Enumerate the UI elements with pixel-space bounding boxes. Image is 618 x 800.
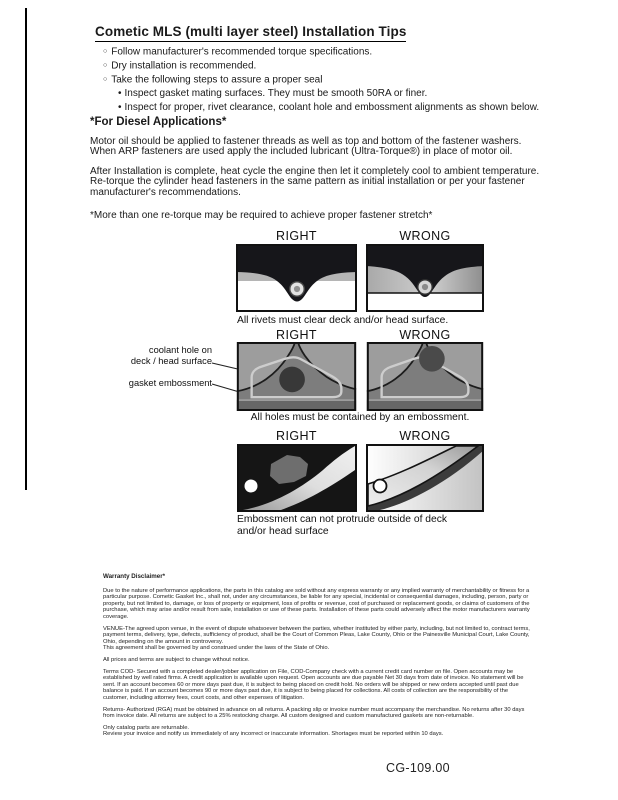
dot-bullet-icon: • [118, 88, 122, 99]
row2-right-label: RIGHT [276, 328, 317, 342]
diesel-applications-section [90, 117, 542, 230]
row1-caption: All rivets must clear deck and/or head surface. [237, 315, 449, 326]
page-fold-line [25, 8, 27, 490]
diesel-paragraph: After Installation is complete, heat cycle the engine then let it completely cool to ambient temperature. Re-torque the cylinder head fasteners in the same pattern as initial installation or per your fastener manufacturer's recommendations. [90, 165, 540, 198]
legal-paragraph: Terms COD- Secured with a completed dealer/jobber application on File, COD-Company check with a current credit card number on file. Open accounts may be established by well rated firms. A credit application is available upon request. Open accounts are due payable Net 30 days from date of invoice. No statement will be sent. If an account becomes 60 or more days past due, it is subject to being placed on credit hold. No orders will be shipped or new orders accepted until past due balance is paid. If an account becomes 90 or more days past due, it is subject to being placed for collections. All costs of collection are the responsibility of the customer, including attorney fees, court costs, and other expenses of litigation. [103, 668, 524, 701]
legal-paragraph: VENUE-The agreed upon venue, in the event of dispute whatsoever between the parties, whether instituted by either party, including, but not limited to, contract terms, payment terms, delivery, type, defects, sufficiency of product, shall be the Court of Common Pleas, Lake County, Ohio or the Painesville Municipal Court, Lake County, Ohio, depending on the amount in controversy. [103, 625, 530, 645]
circle-bullet-icon: ○ [103, 62, 108, 69]
circle-bullet-icon: ○ [103, 48, 108, 55]
circle-bullet-icon: ○ [103, 76, 108, 83]
legal-paragraph: This agreement shall be governed by and construed under the laws of the State of Ohio. [103, 645, 330, 652]
row1-right-label: RIGHT [276, 229, 317, 243]
legal-paragraph: Review your invoice and notify us immediately of any incorrect or inaccurate information. Shortages must be reported within 10 days. [103, 731, 444, 738]
row3-right-label: RIGHT [276, 429, 317, 443]
diesel-paragraph: Motor oil should be applied to fastener threads as well as top and bottom of the fastener washers. When ARP fasteners are used apply the included lubricant (Ultra-Torque®) in place of motor oil. [90, 135, 522, 158]
coolant-hole-label: coolant hole on deck / head surface [130, 345, 212, 366]
coolant-hole-right-illustration [236, 342, 357, 411]
tip-text: Follow manufacturer's recommended torque specifications. [111, 46, 373, 58]
rivet-right-illustration [236, 244, 357, 312]
page-title: Cometic MLS (multi layer steel) Installation Tips [95, 24, 406, 42]
dot-bullet-icon: • [118, 101, 122, 113]
embossment-right-illustration [237, 444, 357, 512]
legal-paragraph: Returns- Authorized (RGA) must be obtained in advance on all returns. A packing slip or invoice number must accompany the merchandise. No returns after 30 days from invoice date. All returns are subject to a 25% restocking charge. All custom designed and custom manufactured gaskets are non-returnable. [103, 706, 525, 720]
warranty-heading: Warranty Disclaimer* [103, 573, 166, 580]
list-item [103, 73, 543, 87]
list-item [103, 45, 543, 59]
row2-caption: All holes must be contained by an embossment. [250, 412, 470, 423]
gasket-embossment-label: gasket embossment [128, 378, 212, 388]
tip-text: Inspect gasket mating surfaces. They must be smooth 50RA or finer. [124, 88, 428, 99]
row1-wrong-label: WRONG [399, 229, 451, 243]
tip-text: Take the following steps to assure a proper seal [111, 74, 323, 86]
diesel-note: *More than one re-torque may be required to achieve proper fastener stretch* [90, 209, 433, 221]
coolant-hole-wrong-illustration [366, 342, 484, 411]
tip-text: Inspect for proper, rivet clearance, coolant hole and embossment alignments as shown below. [124, 101, 540, 113]
legal-paragraph: Due to the nature of performance applications, the parts in this catalog are sold without any express warranty or any implied warranty of merchantability or fitness for a particular purpose. Cometic Gasket Inc., shall not, under any circumstances, be liable for any special, incidental or consequential damages, including, person, party or property, but not limited to, damage, or loss of property or equipment, loss of profits or revenue, cost of purchased or replacement goods, or claims of customers of the purchase, which may arise and/or result from sale, installation or use of these parts. Installation of these parts could adversely affect the motor manufacturers warranty coverage. [103, 587, 530, 620]
list-item [103, 59, 543, 73]
legal-paragraph: All prices and terms are subject to change without notice. [103, 656, 250, 663]
list-item [118, 87, 543, 101]
embossment-wrong-illustration [366, 444, 484, 512]
tip-text: Dry installation is recommended. [111, 60, 257, 72]
page-number: CG-109.00 [386, 761, 450, 775]
list-item [118, 101, 543, 115]
row2-wrong-label: WRONG [399, 328, 451, 342]
rivet-wrong-illustration [366, 244, 484, 312]
installation-tips-list [103, 45, 543, 114]
legal-paragraph: Only catalog parts are returnable. [103, 724, 190, 731]
warranty-disclaimer-section [103, 574, 532, 743]
row3-caption: Embossment can not protrude outside of deck and/or head surface [237, 514, 448, 537]
diesel-heading: *For Diesel Applications* [90, 116, 227, 128]
row3-wrong-label: WRONG [399, 429, 451, 443]
